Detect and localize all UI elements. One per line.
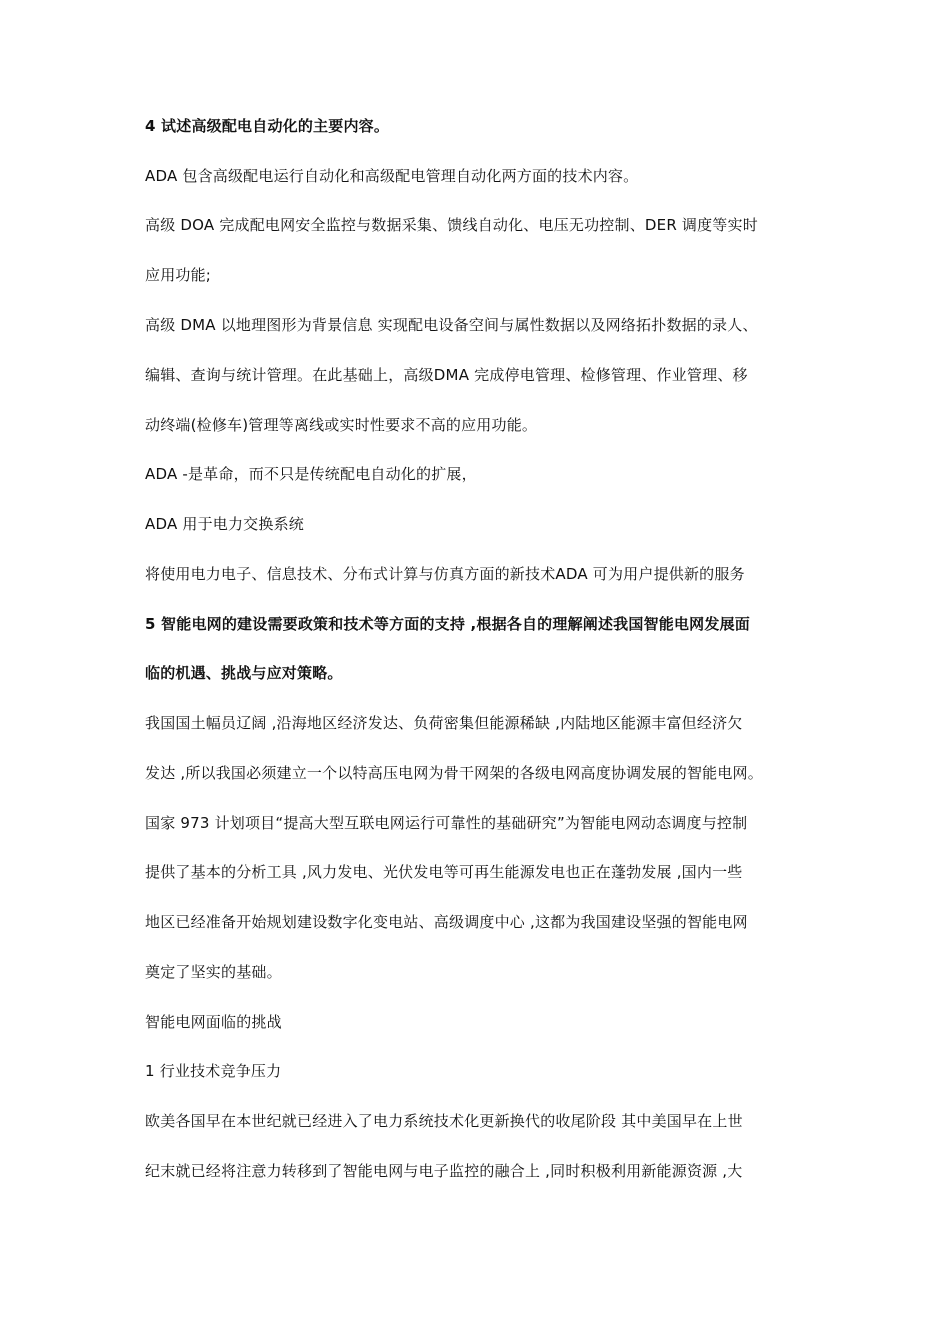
section-subtitle: 智能电网面临的挑战 bbox=[145, 1013, 282, 1031]
paragraph-line: 地区已经准备开始规划建设数字化变电站、高级调度中心 ,这都为我国建设坚强的智能电网 bbox=[145, 913, 748, 931]
paragraph-line: 高级 DMA 以地理图形为背景信息 实现配电设备空间与属性数据以及网络拓扑数据的录人、 bbox=[145, 316, 758, 334]
paragraph-line: 应用功能; bbox=[145, 266, 212, 284]
list-item-title: 1 行业技术竞争压力 bbox=[145, 1062, 282, 1080]
paragraph-line: 欧美各国早在本世纪就已经进入了电力系统技术化更新换代的收尾阶段 其中美国早在上世 bbox=[145, 1112, 743, 1130]
paragraph-line: 国家 973 计划项目“提高大型互联电网运行可靠性的基础研究”为智能电网动态调度与控制 bbox=[145, 814, 748, 832]
paragraph-line: 动终端(检修车)管理等离线或实时性要求不高的应用功能。 bbox=[145, 416, 538, 434]
paragraph-line: 纪末就已经将注意力转移到了智能电网与电子监控的融合上 ,同时积极利用新能源资源 ,大 bbox=[145, 1162, 743, 1180]
paragraph-line: 编辑、查询与统计管理。在此基础上，高级DMA 完成停电管理、检修管理、作业管理、移 bbox=[145, 366, 748, 384]
heading-question-5-cont: 临的机遇、挑战与应对策略。 bbox=[145, 664, 343, 682]
paragraph-line: 我国国土幅员辽阔 ,沿海地区经济发达、负荷密集但能源稀缺 ,内陆地区能源丰富但经济欠 bbox=[145, 714, 743, 732]
paragraph-line: ADA -是革命，而不只是传统配电自动化的扩展， bbox=[145, 465, 477, 483]
heading-question-4: 4 试述高级配电自动化的主要内容。 bbox=[145, 117, 390, 135]
heading-question-5: 5 智能电网的建设需要政策和技术等方面的支持 ,根据各自的理解阐述我国智能电网发展面 bbox=[145, 615, 750, 633]
paragraph-line: ADA 用于电力交换系统 bbox=[145, 515, 304, 533]
paragraph-line: ADA 包含高级配电运行自动化和高级配电管理自动化两方面的技术内容。 bbox=[145, 167, 639, 185]
paragraph-line: 奠定了坚实的基础。 bbox=[145, 963, 282, 981]
paragraph-line: 发达 ,所以我国必须建立一个以特高压电网为骨干网架的各级电网高度协调发展的智能电网。 bbox=[145, 764, 763, 782]
paragraph-line: 提供了基本的分析工具 ,风力发电、光伏发电等可再生能源发电也正在蓬勃发展 ,国内一些 bbox=[145, 863, 743, 881]
paragraph-line: 高级 DOA 完成配电网安全监控与数据采集、馈线自动化、电压无功控制、DER 调度等实时 bbox=[145, 216, 758, 234]
paragraph-line: 将使用电力电子、信息技术、分布式计算与仿真方面的新技术ADA 可为用户提供新的服务 bbox=[145, 565, 745, 583]
